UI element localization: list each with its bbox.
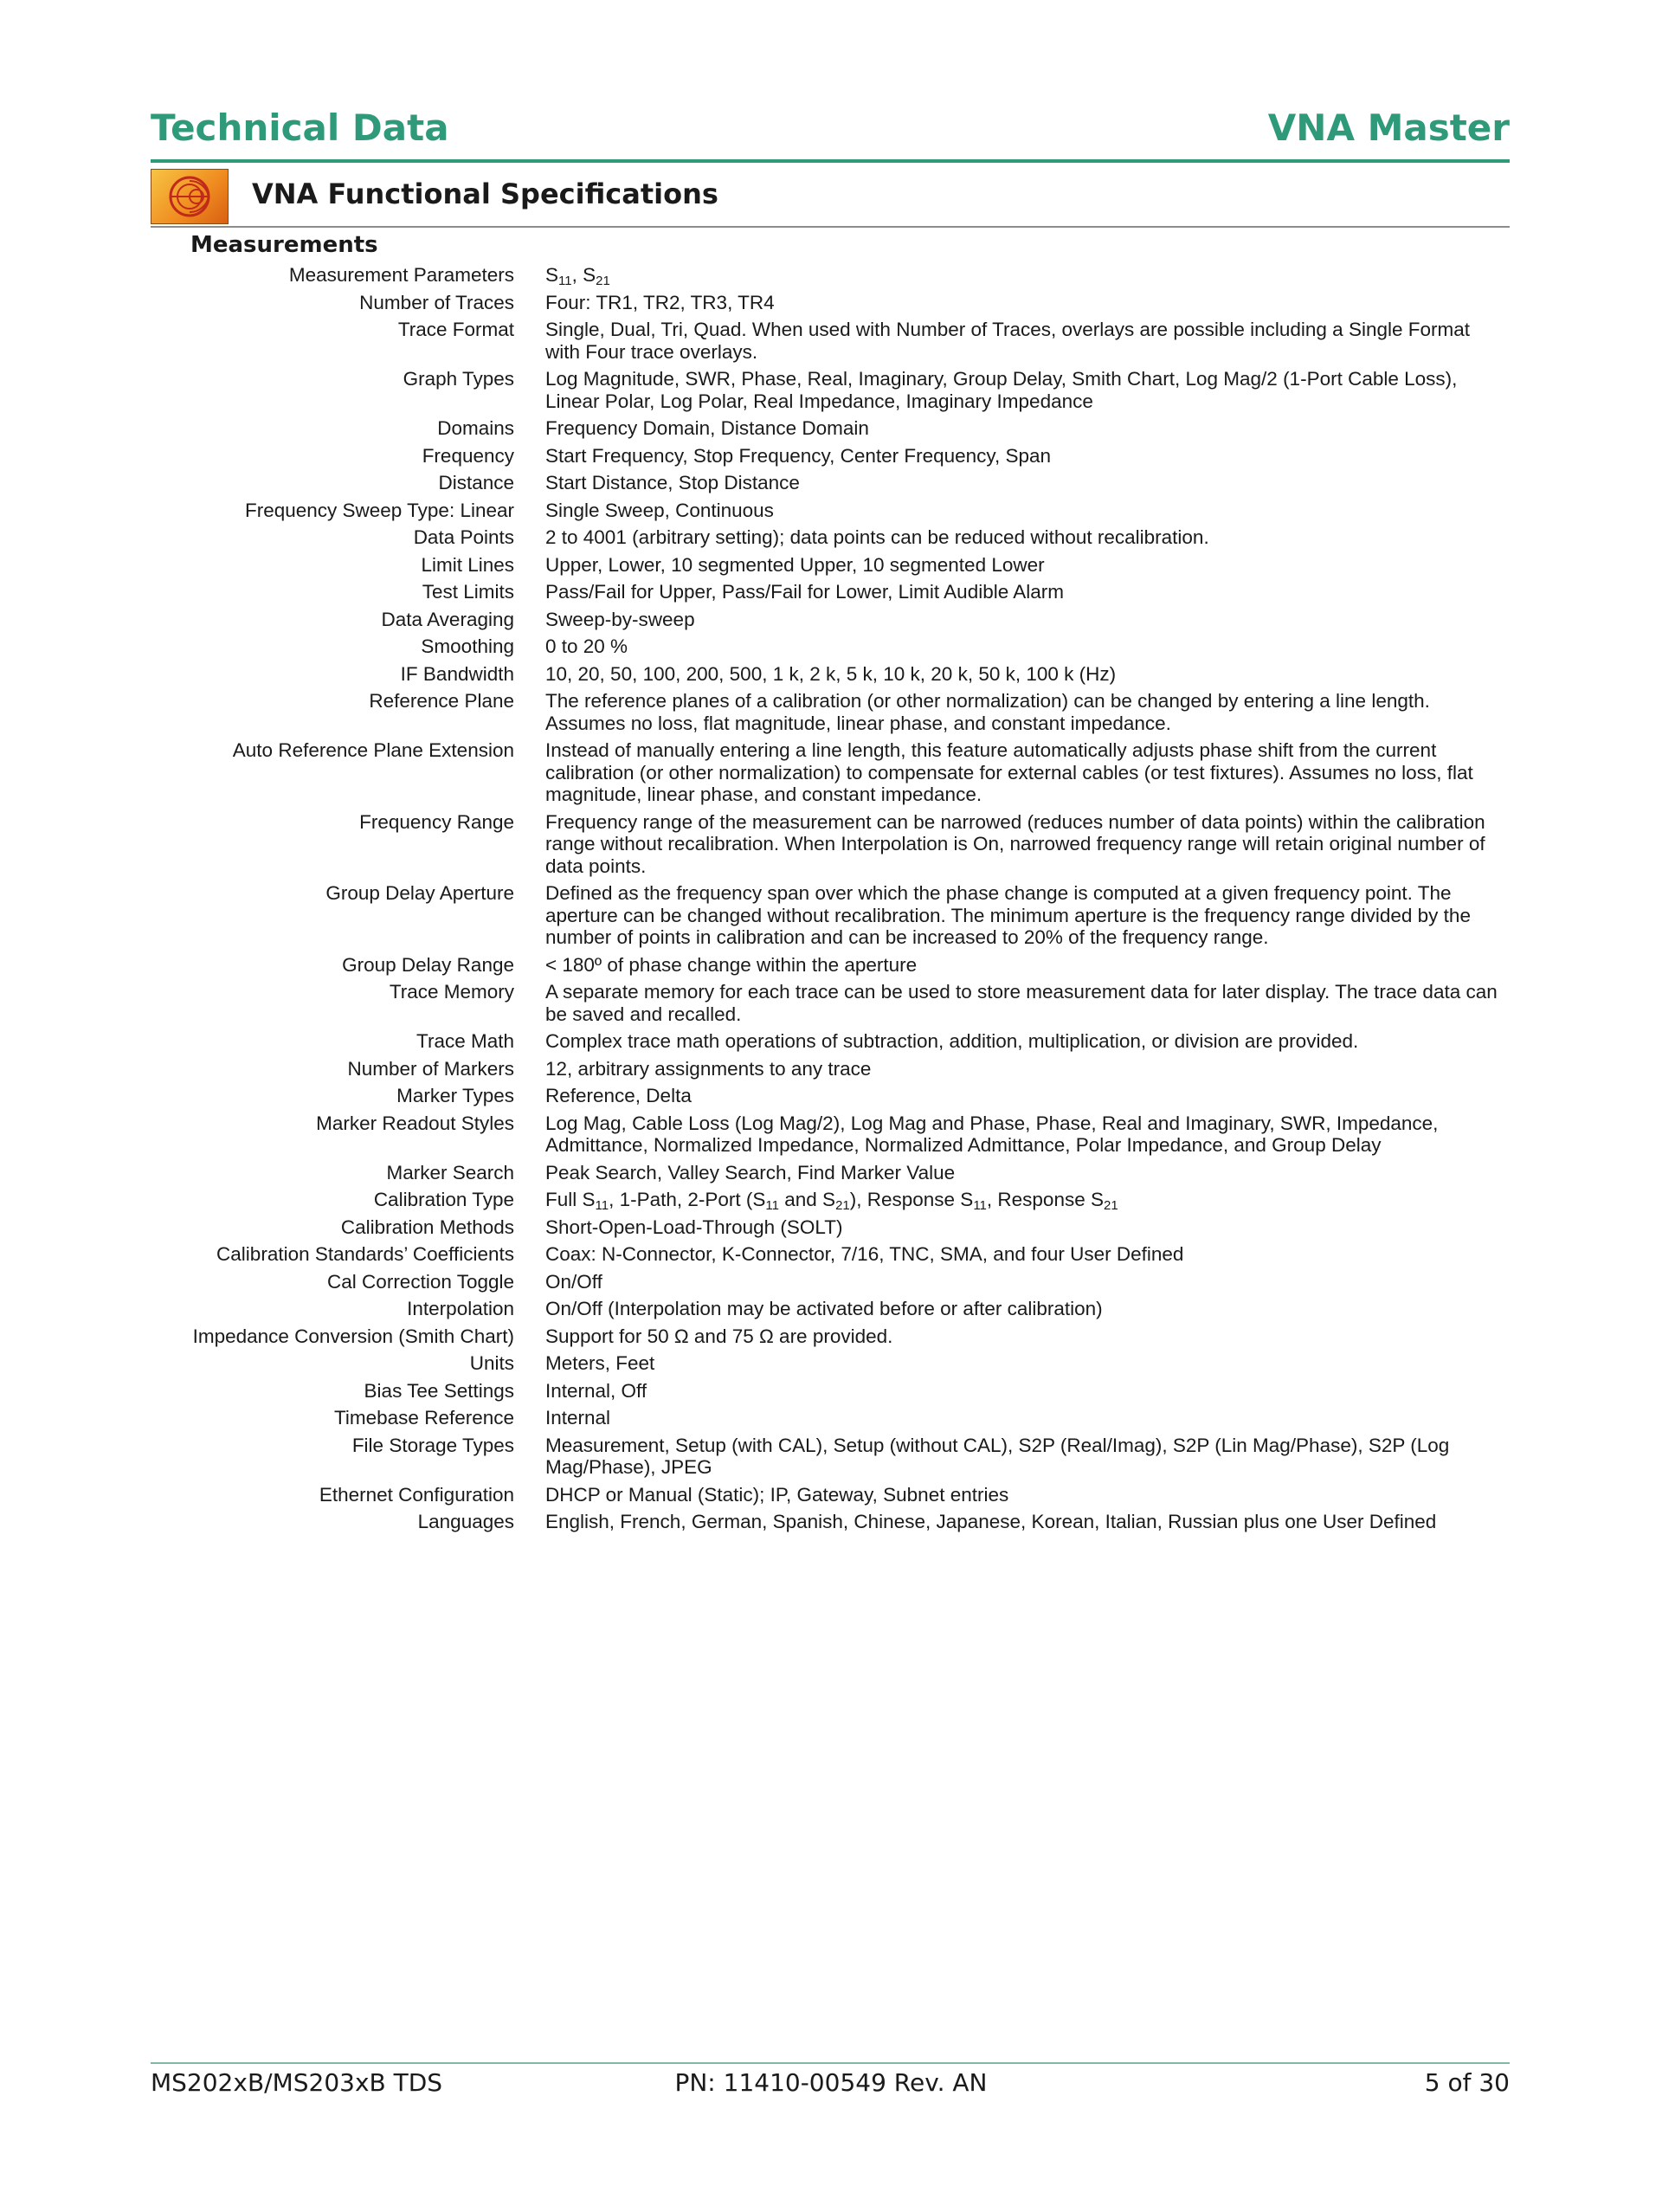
spec-table bbox=[152, 261, 1503, 1536]
spec-row bbox=[152, 551, 1503, 579]
spec-label: Reference Plane bbox=[369, 690, 514, 712]
spec-label: Trace Math bbox=[416, 1030, 514, 1052]
spec-row bbox=[152, 415, 1503, 442]
spec-label: Auto Reference Plane Extension bbox=[232, 739, 514, 761]
spec-value: Upper, Lower, 10 segmented Upper, 10 segmented Lower bbox=[545, 553, 1045, 576]
header-title: Technical Data bbox=[151, 106, 449, 149]
spec-row bbox=[152, 1159, 1503, 1187]
spec-row bbox=[152, 1295, 1503, 1323]
spec-value: On/Off bbox=[545, 1270, 602, 1293]
spec-value: Short-Open-Load-Through (SOLT) bbox=[545, 1216, 843, 1238]
spec-value: 0 to 20 % bbox=[545, 635, 628, 657]
spec-label: Smoothing bbox=[421, 635, 514, 657]
header-product: VNA Master bbox=[1267, 106, 1510, 149]
spec-value: Pass/Fail for Upper, Pass/Fail for Lower, Limit Audible Alarm bbox=[545, 581, 1064, 603]
spec-row bbox=[152, 1404, 1503, 1432]
spec-label: IF Bandwidth bbox=[400, 662, 514, 685]
spec-value: Internal, Off bbox=[545, 1379, 647, 1402]
spec-label: Trace Memory bbox=[389, 981, 514, 1003]
spec-label: Languages bbox=[417, 1511, 514, 1532]
spec-label: Number of Traces bbox=[359, 291, 514, 313]
spec-label: Group Delay Aperture bbox=[325, 882, 514, 904]
spec-row bbox=[152, 809, 1503, 880]
spec-value: Coax: N-Connector, K-Connector, 7/16, TNC, SMA, and four User Defined bbox=[545, 1243, 1184, 1265]
spec-label: Frequency Sweep Type: Linear bbox=[244, 499, 514, 521]
spec-row bbox=[152, 1028, 1503, 1055]
spec-value: A separate memory for each trace can be used to store measurement data for later display. The trace data can be saved and recalled. bbox=[545, 981, 1498, 1025]
spec-row bbox=[152, 1481, 1503, 1509]
spec-label: Limit Lines bbox=[421, 553, 514, 576]
header-rule bbox=[151, 159, 1510, 163]
spec-value: Single Sweep, Continuous bbox=[545, 499, 774, 521]
spec-value: Support for 50 Ω and 75 Ω are provided. bbox=[545, 1325, 893, 1347]
spec-label: Calibration Type bbox=[373, 1189, 514, 1210]
footer-doc-id: MS202xB/MS203xB TDS bbox=[151, 2068, 443, 2097]
spec-row bbox=[152, 316, 1503, 365]
section-title: VNA Functional Specifications bbox=[252, 177, 718, 210]
spec-row bbox=[152, 524, 1503, 551]
spec-label: Marker Types bbox=[396, 1085, 514, 1106]
spec-value: Peak Search, Valley Search, Find Marker Value bbox=[545, 1161, 956, 1183]
spec-value: Start Frequency, Stop Frequency, Center Frequency, Span bbox=[545, 444, 1052, 467]
spec-value: The reference planes of a calibration (or other normalization) can be changed by entering a line length. Assumes no loss, flat magnitude, linear phase, and constant impedance. bbox=[545, 690, 1430, 734]
spec-value: Meters, Feet bbox=[545, 1352, 655, 1374]
spec-label: Calibration Methods bbox=[340, 1216, 514, 1238]
spec-value: Four: TR1, TR2, TR3, TR4 bbox=[545, 291, 775, 313]
spec-row bbox=[152, 880, 1503, 951]
section-rule bbox=[151, 226, 1510, 228]
spec-label: Bias Tee Settings bbox=[364, 1379, 514, 1402]
spec-row bbox=[152, 687, 1503, 737]
spec-row bbox=[152, 1432, 1503, 1481]
spec-row bbox=[152, 578, 1503, 606]
spec-value: 12, arbitrary assignments to any trace bbox=[545, 1057, 872, 1080]
spec-label: Measurement Parameters bbox=[288, 264, 514, 286]
spec-value: Defined as the frequency span over which the phase change is computed at a given frequency point. The aperture can be changed without recalibration. The minimum aperture is the frequency range divided by the number of points in calibration and can be increased to 20% of the frequency range. bbox=[545, 882, 1471, 948]
spec-row bbox=[152, 365, 1503, 415]
spec-label: Frequency Range bbox=[359, 810, 514, 833]
subsection-title: Measurements bbox=[190, 232, 378, 258]
spec-value: DHCP or Manual (Static); IP, Gateway, Subnet entries bbox=[545, 1483, 1009, 1506]
spec-value: < 180º of phase change within the aperture bbox=[545, 953, 918, 976]
spec-row bbox=[152, 1110, 1503, 1159]
spec-label: Frequency bbox=[422, 444, 514, 467]
spec-label: Number of Markers bbox=[347, 1057, 514, 1080]
spec-row bbox=[152, 737, 1503, 809]
spec-value: Measurement, Setup (with CAL), Setup (without CAL), S2P (Real/Imag), S2P (Lin Mag/Phase), S2P (Log Mag/Phase), JPEG bbox=[545, 1434, 1450, 1478]
spec-label: Cal Correction Toggle bbox=[327, 1270, 514, 1293]
spec-label: Test Limits bbox=[422, 581, 514, 603]
spec-row bbox=[152, 1377, 1503, 1405]
spec-value: Single, Dual, Tri, Quad. When used with Number of Traces, overlays are possible including a Single Format with Four trace overlays. bbox=[545, 319, 1471, 363]
spec-value: 2 to 4001 (arbitrary setting); data points can be reduced without recalibration. bbox=[545, 526, 1209, 548]
spec-value: Complex trace math operations of subtraction, addition, multiplication, or division are provided. bbox=[545, 1030, 1359, 1052]
spec-label: Impedance Conversion (Smith Chart) bbox=[192, 1325, 514, 1347]
spec-row bbox=[152, 469, 1503, 497]
spec-value: Frequency range of the measurement can be narrowed (reduces number of data points) within the calibration range without recalibration. When Interpolation is On, narrowed frequency range will retain original number of data points. bbox=[545, 810, 1485, 877]
spec-label: Data Points bbox=[413, 526, 514, 548]
spec-value: Start Distance, Stop Distance bbox=[545, 472, 800, 493]
spec-row bbox=[152, 606, 1503, 634]
footer-part-number: PN: 11410-00549 Rev. AN bbox=[674, 2068, 988, 2097]
spec-value: Sweep-by-sweep bbox=[545, 608, 695, 630]
spec-label: Domains bbox=[437, 417, 514, 439]
spec-row bbox=[152, 1082, 1503, 1110]
spec-row bbox=[152, 1214, 1503, 1241]
spec-value: Log Mag, Cable Loss (Log Mag/2), Log Mag and Phase, Phase, Real and Imaginary, SWR, Impedance, Admittance, Normalized Impedance, Normalized Admittance, Polar Impedance, and Group Delay bbox=[545, 1112, 1439, 1156]
spec-label: Marker Readout Styles bbox=[316, 1112, 514, 1134]
spec-label: Group Delay Range bbox=[342, 953, 514, 976]
spec-label: Timebase Reference bbox=[333, 1407, 514, 1428]
spec-value: English, French, German, Spanish, Chinese, Japanese, Korean, Italian, Russian plus one User Defined bbox=[545, 1511, 1437, 1532]
spec-label: Calibration Standards’ Coefficients bbox=[216, 1243, 514, 1265]
spec-value: 10, 20, 50, 100, 200, 500, 1 k, 2 k, 5 k, 10 k, 20 k, 50 k, 100 k (Hz) bbox=[545, 662, 1117, 685]
spec-value: $S_{11}$, $S_{21}$ bbox=[545, 264, 610, 288]
spec-row bbox=[152, 289, 1503, 317]
footer-page-number: 5 of 30 bbox=[1424, 2068, 1510, 2097]
spec-label: Distance bbox=[438, 472, 514, 493]
spec-value: On/Off (Interpolation may be activated before or after calibration) bbox=[545, 1298, 1103, 1319]
spec-value: Full $S_{11}$, 1-Path, 2-Port ($S_{11}$ and $S_{21}$), Response $S_{11}$, Response $S_{21}$ bbox=[545, 1189, 1118, 1213]
spec-label: Ethernet Configuration bbox=[319, 1483, 514, 1506]
spec-value: Instead of manually entering a line length, this feature automatically adjusts phase shift from the current calibration (or other normalization) to compensate for external cables (or test fixtures). Assumes no loss, flat magnitude, linear phase, and constant impedance. bbox=[545, 739, 1473, 805]
spec-label: Data Averaging bbox=[381, 608, 514, 630]
smith-chart-icon bbox=[151, 169, 229, 224]
spec-row bbox=[152, 978, 1503, 1028]
footer-rule bbox=[151, 2062, 1510, 2064]
spec-row bbox=[152, 1323, 1503, 1351]
spec-row bbox=[152, 1241, 1503, 1268]
spec-row bbox=[152, 497, 1503, 525]
spec-row bbox=[152, 1055, 1503, 1083]
spec-label: Trace Format bbox=[397, 319, 514, 340]
spec-label: Units bbox=[469, 1352, 514, 1374]
spec-row bbox=[152, 261, 1503, 289]
spec-label: File Storage Types bbox=[351, 1434, 514, 1456]
spec-row bbox=[152, 1350, 1503, 1377]
spec-row bbox=[152, 1186, 1503, 1214]
spec-row bbox=[152, 442, 1503, 470]
spec-row bbox=[152, 951, 1503, 979]
spec-row bbox=[152, 633, 1503, 661]
spec-label: Interpolation bbox=[407, 1298, 514, 1319]
spec-value: Reference, Delta bbox=[545, 1085, 692, 1106]
spec-row bbox=[152, 661, 1503, 688]
spec-value: Log Magnitude, SWR, Phase, Real, Imaginary, Group Delay, Smith Chart, Log Mag/2 (1-Port Cable Loss), Linear Polar, Log Polar, Real Impedance, Imaginary Impedance bbox=[545, 368, 1458, 412]
spec-row bbox=[152, 1268, 1503, 1296]
spec-value: Frequency Domain, Distance Domain bbox=[545, 417, 869, 439]
spec-label: Marker Search bbox=[386, 1161, 514, 1183]
spec-row bbox=[152, 1508, 1503, 1536]
spec-value: Internal bbox=[545, 1407, 611, 1428]
spec-label: Graph Types bbox=[403, 368, 514, 390]
